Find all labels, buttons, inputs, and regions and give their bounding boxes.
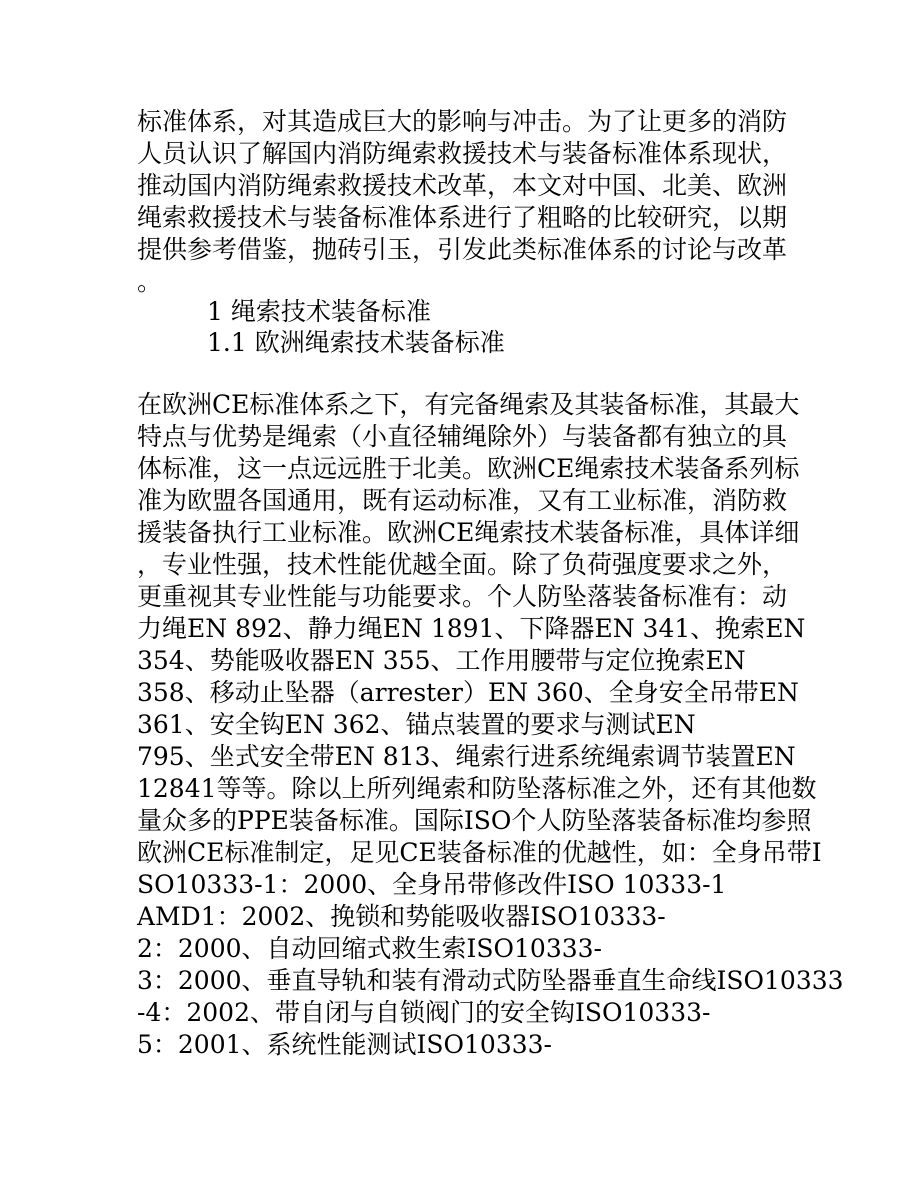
intro-line: 绳索救援技术与装备标准体系进行了粗略的比较研究，以期 [137,203,788,232]
section-heading: 1 绳索技术装备标准 [207,297,431,326]
body-line: 量众多的PPE装备标准。国际ISO个人防坠落装备标准均参照 [137,806,812,835]
body-line: 准为欧盟各国通用，既有运动标准，又有工业标准，消防救 [137,486,788,515]
body-line: 在欧洲CE标准体系之下，有完备绳索及其装备标准，其最大 [137,390,800,419]
intro-line: 。 [137,267,163,296]
intro-line: 提供参考借鉴，抛砖引玉，引发此类标准体系的讨论与改革 [137,235,788,264]
body-line: SO10333-1：2000、全身吊带修改件ISO 10333-1 [137,870,727,899]
body-line: 358、移动止坠器（arrester）EN 360、全身安全吊带EN [137,678,799,707]
body-line: 欧洲CE标准制定，足见CE装备标准的优越性，如：全身吊带I [137,838,822,867]
body-line: 体标准，这一点远远胜于北美。欧洲CE绳索技术装备系列标 [137,454,800,483]
body-line: 12841等等。除以上所列绳索和防坠落标准之外，还有其他数 [137,774,817,803]
body-line: 5：2001、系统性能测试ISO10333- [137,1030,553,1059]
body-line: -4：2002、带自闭与自锁阀门的安全钩ISO10333- [137,998,711,1027]
body-line: AMD1：2002、挽锁和势能吸收器ISO10333- [137,902,666,931]
body-line: 795、坐式安全带EN 813、绳索行进系统绳索调节装置EN [137,742,796,771]
body-line: 特点与优势是绳索（小直径辅绳除外）与装备都有独立的具 [137,422,788,451]
body-line: 361、安全钩EN 362、锚点装置的要求与测试EN [137,710,696,739]
body-line: 2：2000、自动回缩式救生索ISO10333- [137,934,603,963]
intro-line: 人员认识了解国内消防绳索救援技术与装备标准体系现状， [137,139,788,168]
body-line: 援装备执行工业标准。欧洲CE绳索技术装备标准，具体详细 [137,518,800,547]
intro-line: 标准体系，对其造成巨大的影响与冲击。为了让更多的消防 [137,107,788,136]
body-line: 3：2000、垂直导轨和装有滑动式防坠器垂直生命线ISO10333 [137,966,844,995]
body-line: ，专业性强，技术性能优越全面。除了负荷强度要求之外， [137,550,788,579]
intro-line: 推动国内消防绳索救援技术改革，本文对中国、北美、欧洲 [137,171,788,200]
body-line: 更重视其专业性能与功能要求。个人防坠落装备标准有：动 [137,582,788,611]
subsection-heading: 1.1 欧洲绳索技术装备标准 [207,328,505,357]
body-line: 354、势能吸收器EN 355、工作用腰带与定位挽索EN [137,646,746,675]
body-line: 力绳EN 892、静力绳EN 1891、下降器EN 341、挽索EN [137,614,806,643]
